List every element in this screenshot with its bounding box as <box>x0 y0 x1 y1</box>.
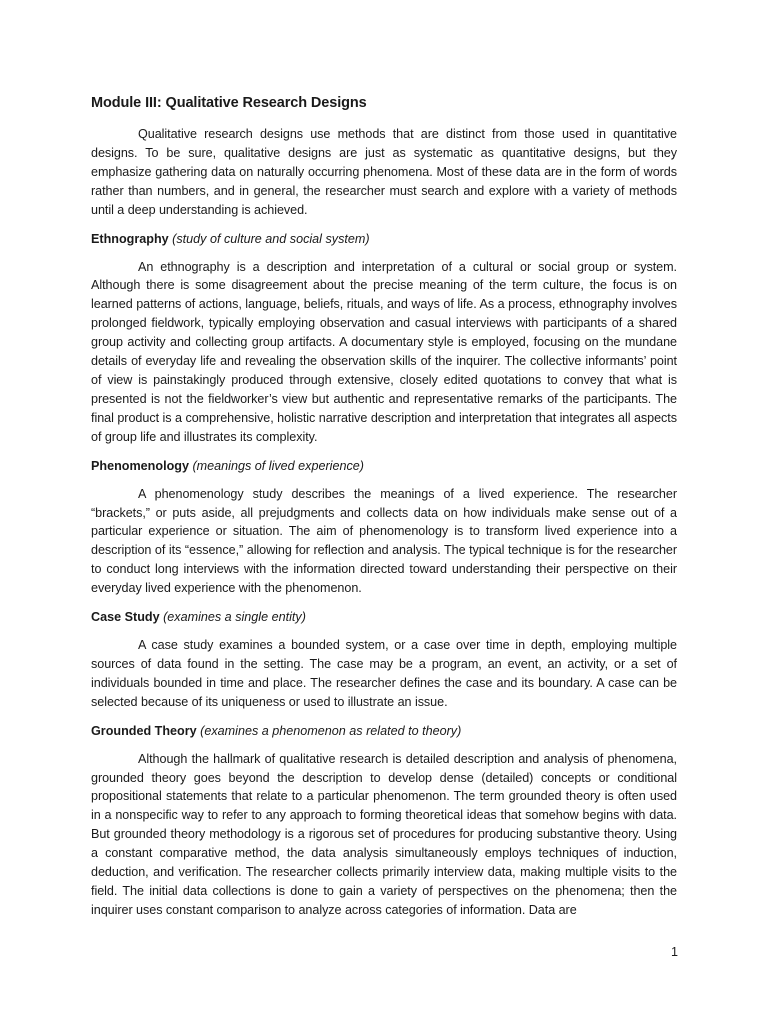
section-heading-subtitle: (meanings of lived experience) <box>192 458 364 473</box>
section-heading-phenomenology <box>91 457 677 475</box>
section-heading-subtitle: (examines a single entity) <box>163 610 306 625</box>
page-number: 1 <box>670 945 678 959</box>
section-heading-subtitle: (study of culture and social system) <box>172 231 370 246</box>
intro-paragraph: Qualitative research designs use methods that are distinct from those used in quantitative designs. To be sure, qualitative designs are just as systematic as quantitative designs, but they emphasize gathering data on naturally occurring phenomena. Most of these data are in the form of words rather than numbers, and in general, the researcher must search and explore with a variety of methods until a deep understanding is achieved. <box>91 127 677 217</box>
section-body-grounded-theory: Although the hallmark of qualitative research is detailed description and analysis of phenomena, grounded theory goes beyond the description to develop dense (detailed) concepts or conditional propositional statements that relate to a particular phenomenon. The term grounded theory is often used in a nonspecific way to refer to any approach to forming theoretical ideas that somehow begins with data. But grounded theory methodology is a rigorous set of procedures for producing substantive theory. Using a constant comparative method, the data analysis simultaneously employs techniques of induction, deduction, and verification. The researcher collects primarily interview data, making multiple visits to the field. The initial data collections is done to gain a variety of perspectives on the phenomena; then the inquirer uses constant comparison to analyze across categories of information. Data are <box>91 751 677 917</box>
section-heading-case-study <box>91 608 677 626</box>
section-body-case-study: A case study examines a bounded system, or a case over time in depth, employing multiple sources of data found in the setting. The case may be a program, an event, an activity, or a set of individuals bounded in time and place. The researcher defines the case and its boundary. A case can be selected because of its uniqueness or used to illustrate an issue. <box>91 638 677 709</box>
section-heading-ethnography <box>91 230 677 248</box>
section-heading-grounded-theory <box>91 722 677 740</box>
section-heading-name: Ethnography <box>91 231 169 246</box>
section-heading-subtitle: (examines a phenomenon as related to theory) <box>200 723 462 738</box>
section-heading-name: Phenomenology <box>91 458 189 473</box>
section-body-ethnography: An ethnography is a description and interpretation of a cultural or social group or system. Although there is some disagreement about the precise meaning of the term culture, the focus is on learned patterns of actions, language, beliefs, rituals, and ways of life. As a process, ethnography involves prolonged fieldwork, typically employing observation and casual interviews with participants of a shared group activity and collecting group artifacts. A documentary style is employed, focusing on the mundane details of everyday life and revealing the observation skills of the inquirer. The collective informants’ point of view is painstakingly produced through extensive, closely edited quotations to convey that what is presented is not the fieldworker’s view but authentic and representative remarks of the participants. The final product is a comprehensive, holistic narrative description and interpretation that integrates all aspects of group life and illustrates its complexity. <box>91 259 677 444</box>
document-title: Module III: Qualitative Research Designs <box>91 95 367 111</box>
section-heading-name: Case Study <box>91 610 160 625</box>
document-content <box>91 93 677 930</box>
section-body-phenomenology: A phenomenology study describes the meanings of a lived experience. The researcher “brackets,” or puts aside, all prejudgments and collects data on how individuals make sense out of a particular experience or situation. The aim of phenomenology is to transform lived experience into a description of its “essence,” allowing for reflection and analysis. The typical technique is for the researcher to conduct long interviews with the information directed toward understanding their perspective on their everyday lived experience with the phenomenon. <box>91 486 677 596</box>
section-heading-name: Grounded Theory <box>91 723 197 738</box>
